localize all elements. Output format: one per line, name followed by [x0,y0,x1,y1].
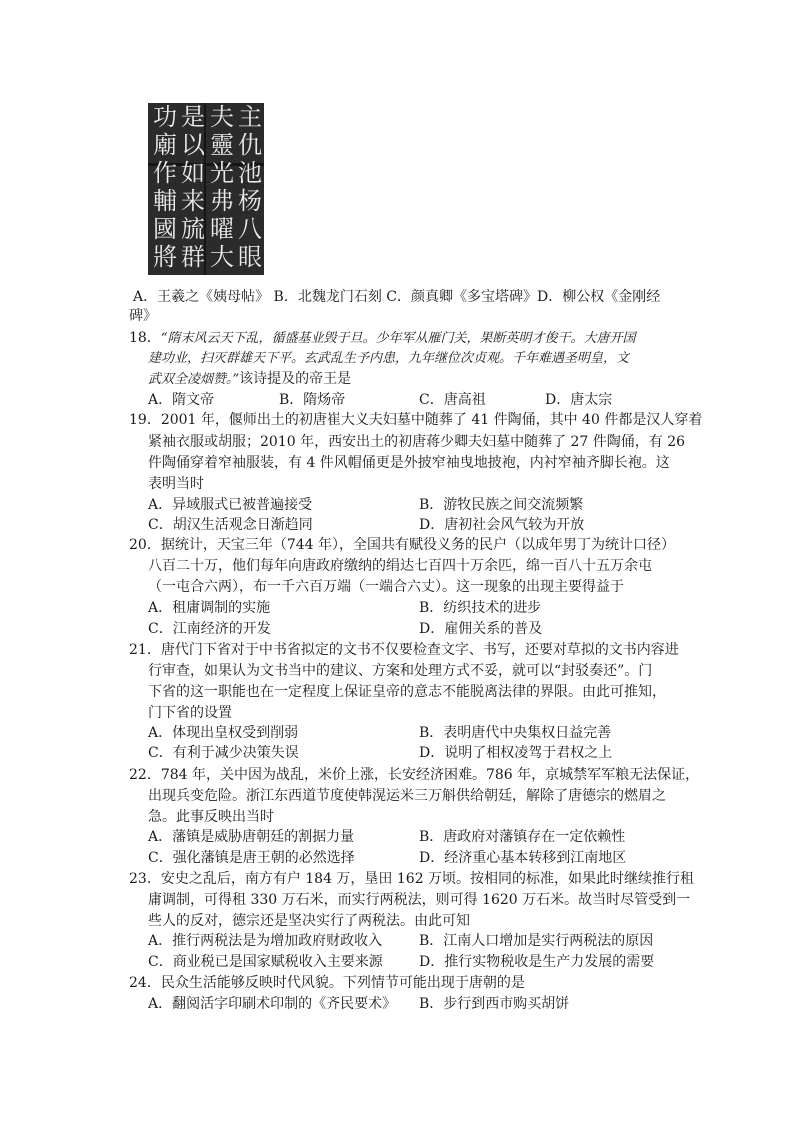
q21-stem-line-1: 21．唐代门下省对于中书省拟定的文书不仅要检查文字、书写，还要对草拟的文书内容进 [129,642,679,658]
q18-poem-line-3: 武双全凌烟赞。” [148,372,240,387]
rubbing-glyph: 功 [153,103,177,131]
rubbing-glyph: 八 [238,215,262,243]
q18-number: 18． [129,330,161,346]
q18-option-a: A．隋文帝 [148,392,215,408]
q24-option-b: B．步行到西市购买胡饼 [419,996,570,1012]
rubbing-glyph: 弗 [210,187,234,215]
rubbing-glyph: 國 [153,215,177,243]
q21-stem-line-3: 下省的这一职能也在一定程度上保证皇帝的意志不能脱离法律的界限。由此可推知， [148,684,666,700]
rubbing-glyph: 輔 [153,187,177,215]
q18-option-d: D．唐太宗 [545,392,613,408]
q20-stem-line-1: 20．据统计，天宝三年（744 年），全国共有赋役义务的民户（以成年男丁为统计口径） [129,537,675,553]
q17-options-wrap: 碑》 [129,308,157,324]
q23-option-b: B．江南人口增加是实行两税法的原因 [419,933,654,949]
q22-option-d: D．经济重心基本转移到江南地区 [419,850,627,866]
q19-option-d: D．唐初社会风气较为开放 [419,517,585,533]
calligraphy-rubbing-image [148,103,264,275]
q23-stem-line-2: 庸调制，可得租 330 万石米，而实行两税法，则可得 1620 万石米。故当时尽管受到一 [148,892,691,908]
rubbing-glyph: 旈 [181,215,205,243]
rubbing-glyph: 將 [153,243,177,271]
q23-option-c: C．商业税已是国家赋税收入主要来源 [148,954,383,970]
rubbing-glyph: 是 [181,103,205,131]
rubbing-glyph: 夫 [210,103,234,131]
q20-stem-line-3: （一屯合六两），布一千六百万端（一端合六丈）。这一现象的出现主要得益于 [148,579,624,595]
rubbing-glyph: 大 [210,243,234,271]
q20-stem-line-2: 八百二十万，他们每年向唐政府缴纳的绢达七百四十万余匹，绵一百八十五万余屯 [148,558,652,574]
rubbing-glyph: 作 [153,159,177,187]
q20-option-b: B．纺织技术的进步 [419,600,542,616]
q22-stem-line-2: 出现兵变危险。浙江东西道节度使韩滉运米三万斛供给朝廷，解除了唐德宗的燃眉之 [148,788,666,804]
q19-option-b: B．游牧民族之间交流频繁 [419,497,584,513]
q18-option-b: B．隋炀帝 [279,392,346,408]
q23-option-a: A．推行两税法是为增加政府财政收入 [148,933,383,949]
rubbing-glyph: 靈 [210,131,234,159]
rubbing-glyph: 主 [238,103,262,131]
q19-stem-line-3: 件陶俑穿着窄袖服装，有 4 件风帽俑更是外披窄袖曳地披袍，内衬窄袖齐脚长袍。这 [148,455,670,471]
q21-option-a: A．体现出皇权受到削弱 [148,725,299,741]
q18-stem-tail: 该诗提及的帝王是 [239,371,352,387]
q19-stem-line-2: 紧袖衣服或胡服；2010 年，西安出土的初唐蒋少卿夫妇墓中随葬了 27 件陶俑，有 26 [148,434,686,450]
q21-stem-line-4: 门下省的设置 [148,705,232,721]
q22-stem-line-3: 急。此事反映出当时 [148,809,274,825]
q19-option-c: C．胡汉生活观念日渐趋同 [148,517,313,533]
q22-option-c: C．强化藩镇是唐王朝的必然选择 [148,850,355,866]
q21-stem-line-2: 行审查，如果认为文书当中的建议、方案和处理方式不妥，就可以“封驳奏还”。门 [148,663,653,679]
q23-stem-line-3: 些人的反对，德宗还是坚决实行了两税法。由此可知 [148,913,470,929]
q20-option-a: A．租庸调制的实施 [148,600,271,616]
q18-poem-line-1: “隋末风云天下乱，循盛基业毁于旦。少年军从雁门关，果断英明才俊干。大唐开国 [160,331,636,346]
q18-stem-line-1 [129,328,635,349]
q19-stem-line-4: 表明当时 [148,476,204,492]
rubbing-glyph: 以 [181,131,205,159]
q20-option-d: D．雇佣关系的普及 [419,621,543,637]
q18-stem-line-3 [148,369,351,390]
rubbing-glyph: 仇 [238,131,262,159]
q22-option-b: B．唐政府对藩镇存在一定依赖性 [419,829,626,845]
rubbing-glyph: 来 [181,187,205,215]
q23-option-d: D．推行实物税收是生产力发展的需要 [419,954,655,970]
rubbing-glyph: 池 [238,159,262,187]
q21-option-b: B．表明唐代中央集权日益完善 [419,725,612,741]
q19-stem-line-1: 19．2001 年，偃师出土的初唐崔大义夫妇墓中随葬了 41 件陶俑，其中 40 件都是汉人穿着 [129,412,703,428]
q21-option-c: C．有利于减少决策失误 [148,745,299,761]
q22-option-a: A．藩镇是威胁唐朝廷的割据力量 [148,829,355,845]
rubbing-glyph: 光 [210,159,234,187]
q24-option-a: A．翻阅活字印刷术印制的《齐民要术》 [148,996,397,1012]
rubbing-glyph: 曜 [210,215,234,243]
q24-stem-line-1: 24．民众生活能够反映时代风貌。下列情节可能出现于唐朝的是 [129,975,525,991]
rubbing-glyph: 群 [181,243,205,271]
rubbing-glyph: 杨 [238,187,262,215]
q18-poem-line-2: 建功业，扫灭群雄天下平。玄武乱生予内患，九年继位次贞观。千年难遇圣明皇，文 [148,351,630,366]
q19-option-a: A．异域服式已被普遍接受 [148,497,313,513]
q23-stem-line-1: 23．安史之乱后，南方有户 184 万，垦田 162 万顷。按相同的标准，如果此时继续推行租 [129,871,695,887]
q20-option-c: C．江南经济的开发 [148,621,271,637]
q18-option-c: C．唐高祖 [419,392,486,408]
q21-option-d: D．说明了相权凌驾于君权之上 [419,745,613,761]
rubbing-glyph: 眼 [238,243,262,271]
q22-stem-line-1: 22．784 年，关中因为战乱，米价上涨，长安经济困难。786 年，京城禁军军粮无法保证， [129,767,700,783]
rubbing-glyph: 如 [181,159,205,187]
rubbing-glyph: 廟 [153,131,177,159]
q17-options-line: A．王羲之《姨母帖》 B．北魏龙门石刻 C．颜真卿《多宝塔碑》D．柳公权《金刚经 [133,289,661,305]
